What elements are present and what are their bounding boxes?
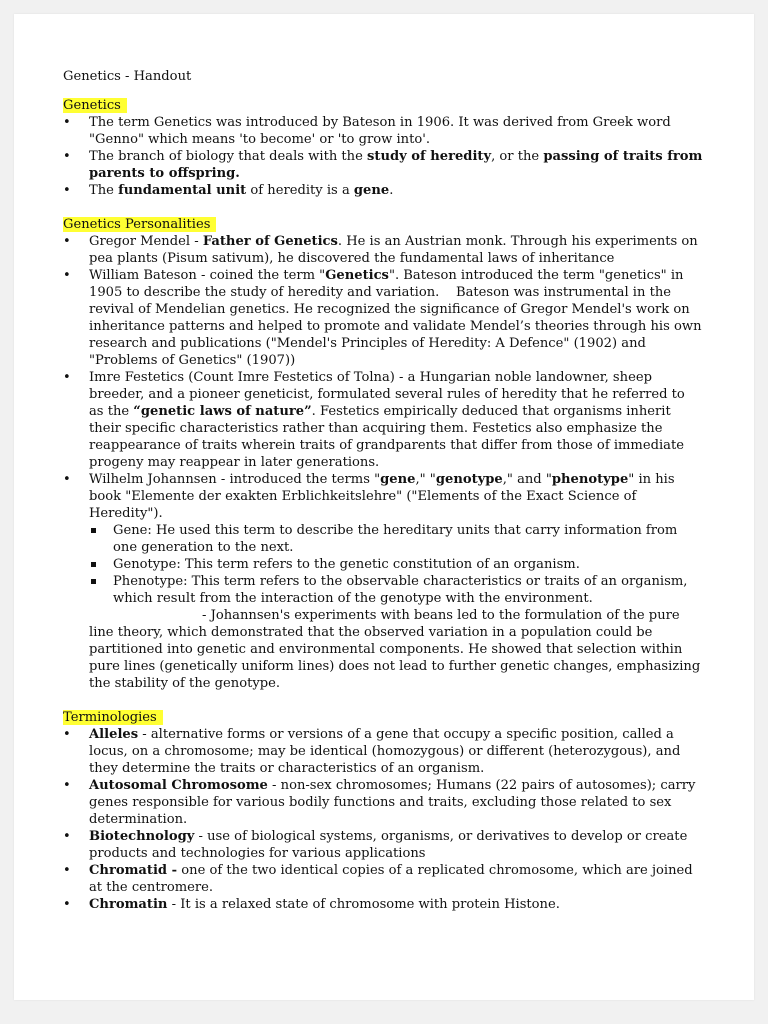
section-heading-personalities: Genetics Personalities	[63, 217, 216, 232]
section-genetics	[63, 97, 703, 199]
term-item: • Chromatid - one of the two identical copies of a replicated chromosome, which are joined at the centromere.	[63, 862, 703, 896]
johannsen-note: - Johannsen's experiments with beans led to the formulation of the pure line theory, which demonstrated that the observed variation in a population could be partitioned into genetic and environmental components. He showed that selection within pure lines (genetically uniform lines) does not lead to further genetic changes, emphasizing the stability of the genotype.	[89, 608, 701, 691]
term-item: • Alleles - alternative forms or versions of a gene that occupy a specific position, called a locus, on a chromosome; may be identical (homozygous) or different (heterozygous), and they determine the traits or characteristics of an organism.	[63, 726, 703, 777]
list-item: • The branch of biology that deals with the study of heredity, or the passing of traits from parents to offspring.	[63, 148, 703, 182]
list-item-festetics: • Imre Festetics (Count Imre Festetics of Tolna) - a Hungarian noble landowner, sheep breeder, and a pioneer geneticist, formulated several rules of heredity that he referred to as the “genetic laws of nature”. Festetics empirically deduced that organisms inherit their specific characteristics rather than acquiring them. Festetics also emphasize the reappearance of traits wherein traits of grandparents that differ from those of immediate progeny may reappear in later generations.	[63, 369, 703, 471]
bullet-list	[63, 114, 703, 199]
document-page	[14, 14, 754, 1000]
list-item-mendel: • Gregor Mendel - Father of Genetics. He is an Austrian monk. Through his experiments on pea plants (Pisum sativum), he discovered the fundamental laws of inheritance	[63, 233, 703, 267]
sub-list-item: Phenotype: This term refers to the observable characteristics or traits of an organism, which result from the interaction of the genotype with the environment.	[89, 573, 703, 607]
list-item: • The term Genetics was introduced by Bateson in 1906. It was derived from Greek word "Genno" which means 'to become' or 'to grow into'.	[63, 114, 703, 148]
bullet-list	[63, 726, 703, 913]
list-item-bateson: • William Bateson - coined the term "Genetics". Bateson introduced the term "genetics" in 1905 to describe the study of heredity and variation. Bateson was instrumental in the revival of Mendelian genetics. He recognized the significance of Gregor Mendel's work on inheritance patterns and helped to promote and validate Mendel’s theories through his own research and publications ("Mendel's Principles of Heredity: A Defence" (1902) and "Problems of Genetics" (1907))	[63, 267, 703, 369]
term-item: • Autosomal Chromosome - non-sex chromosomes; Humans (22 pairs of autosomes); carry genes responsible for various bodily functions and traits, excluding those related to sex determination.	[63, 777, 703, 828]
list-item: • The fundamental unit of heredity is a gene.	[63, 182, 703, 199]
sub-list-item: Genotype: This term refers to the genetic constitution of an organism.	[89, 556, 703, 573]
section-heading-terminologies: Terminologies	[63, 710, 163, 725]
document-content	[63, 68, 706, 930]
term-item: • Chromatin - It is a relaxed state of chromosome with protein Histone.	[63, 896, 703, 913]
bullet-list	[63, 233, 706, 692]
sub-list-item: Gene: He used this term to describe the hereditary units that carry information from one generation to the next.	[89, 522, 703, 556]
list-item-johannsen: • Wilhelm Johannsen - introduced the terms "gene," "genotype," and "phenotype" in his book "Elemente der exakten Erblichkeitslehre" ("Elements of the Exact Science of Heredity"). Gene: He used this term to describe the hereditary units that carry information from one generation to the next. Genotype: This term refers to the genetic constitution of an organism. Phenotype: This term refers to the observable characteristics or traits of an organism, which result from the interaction of the genotype with the environment. - Johannsen's experiments with beans led to the formulation of the pure line theory, which demonstrated that the observed variation in a population could be partitioned into genetic and environmental components. He showed that selection within pure lines (genetically uniform lines) does not lead to further genetic changes, emphasizing the stability of the genotype.	[63, 471, 703, 692]
section-terminologies	[63, 709, 703, 913]
term-item: • Biotechnology - use of biological systems, organisms, or derivatives to develop or create products and technologies for various applications	[63, 828, 703, 862]
section-personalities	[63, 216, 706, 692]
sub-list	[89, 522, 703, 607]
section-heading-genetics: Genetics	[63, 98, 127, 113]
document-title: Genetics - Handout	[63, 69, 192, 84]
